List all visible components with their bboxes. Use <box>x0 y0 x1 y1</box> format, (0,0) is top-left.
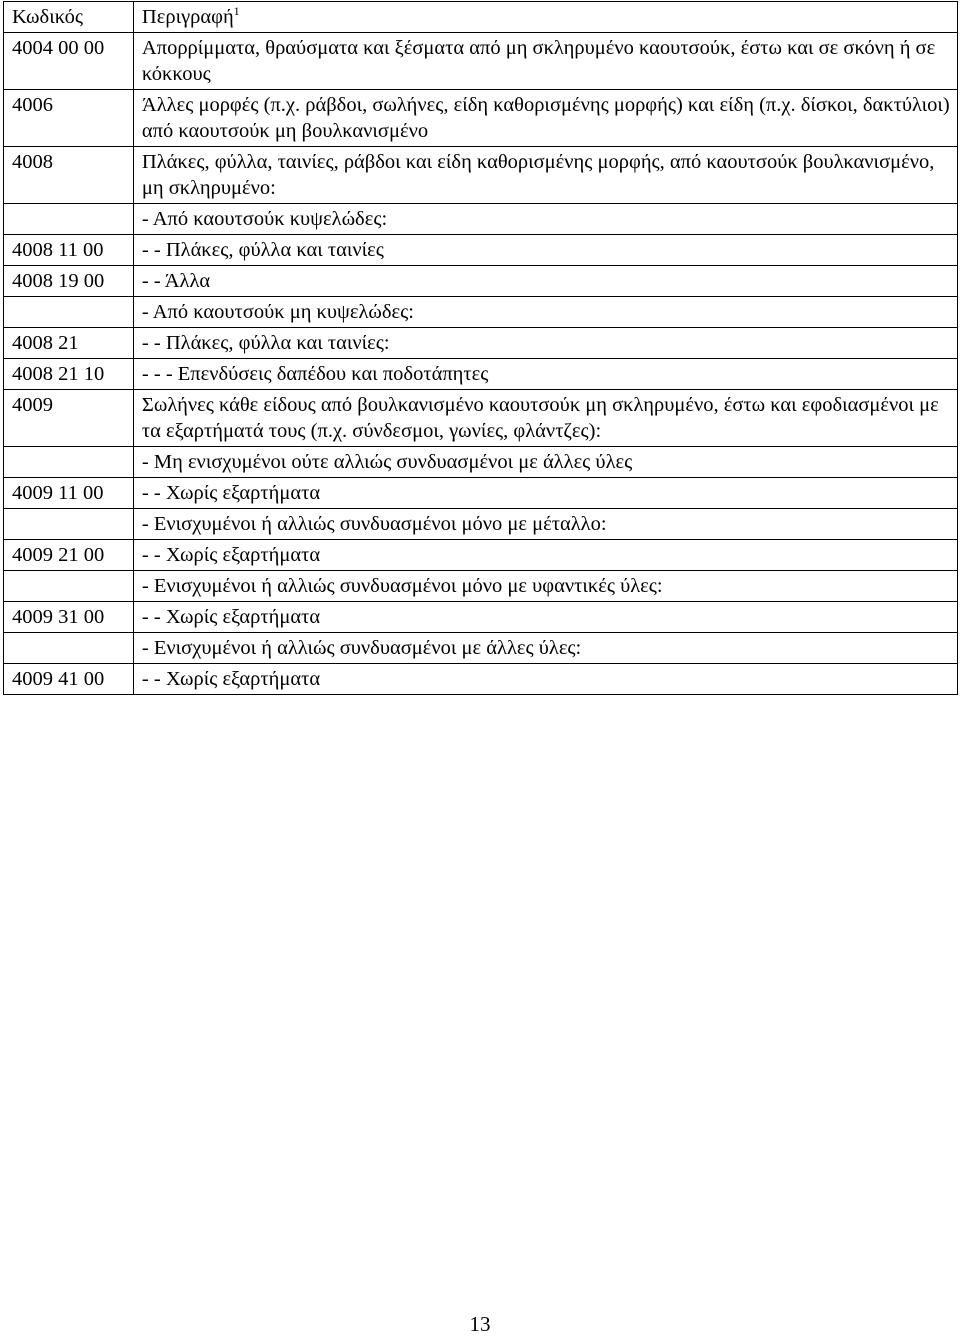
table-row <box>4 478 958 509</box>
cell-description: - - - Επενδύσεις δαπέδου και ποδοτάπητες <box>133 359 957 390</box>
cell-description: - Μη ενισχυμένοι ούτε αλλιώς συνδυασμένοι με άλλες ύλες <box>133 447 957 478</box>
table-row <box>4 147 958 204</box>
footnote-mark: 1 <box>233 4 240 19</box>
cell-description: - - Χωρίς εξαρτήματα <box>133 602 957 633</box>
table-row <box>4 664 958 695</box>
cell-description: - Από καουτσούκ κυψελώδες: <box>133 204 957 235</box>
table-row <box>4 204 958 235</box>
cell-description: - - Πλάκες, φύλλα και ταινίες: <box>133 328 957 359</box>
table-row <box>4 359 958 390</box>
table-row <box>4 33 958 90</box>
cell-description: - Από καουτσούκ μη κυψελώδες: <box>133 297 957 328</box>
header-description <box>133 2 957 33</box>
table-row <box>4 328 958 359</box>
table-row <box>4 235 958 266</box>
tariff-table <box>3 1 958 695</box>
cell-description: - Ενισχυμένοι ή αλλιώς συνδυασμένοι με άλλες ύλες: <box>133 633 957 664</box>
table-row <box>4 447 958 478</box>
cell-code: 4009 <box>4 390 134 447</box>
cell-code: 4009 11 00 <box>4 478 134 509</box>
cell-code: 4008 11 00 <box>4 235 134 266</box>
cell-description: - - Άλλα <box>133 266 957 297</box>
table-row <box>4 633 958 664</box>
cell-description: - - Χωρίς εξαρτήματα <box>133 664 957 695</box>
table-row <box>4 509 958 540</box>
cell-code <box>4 297 134 328</box>
cell-code <box>4 509 134 540</box>
cell-description: - - Χωρίς εξαρτήματα <box>133 540 957 571</box>
table-row <box>4 297 958 328</box>
cell-description: Άλλες μορφές (π.χ. ράβδοι, σωλήνες, είδη καθορισμένης μορφής) και είδη (π.χ. δίσκοι, δακτύλιοι) από καουτσούκ μη βουλκανισμένο <box>133 90 957 147</box>
cell-description: Σωλήνες κάθε είδους από βουλκανισμένο καουτσούκ μη σκληρυμένο, έστω και εφοδιασμένοι με τα εξαρτήματά τους (π.χ. σύνδεσμοι, γωνίες, φλάντζες): <box>133 390 957 447</box>
cell-code: 4006 <box>4 90 134 147</box>
cell-description: Απορρίμματα, θραύσματα και ξέσματα από μη σκληρυμένο καουτσούκ, έστω και σε σκόνη ή σε κόκκους <box>133 33 957 90</box>
table-header-row <box>4 2 958 33</box>
cell-description: - - Πλάκες, φύλλα και ταινίες <box>133 235 957 266</box>
table-row <box>4 266 958 297</box>
cell-code <box>4 447 134 478</box>
page-number: 13 <box>469 1312 491 1336</box>
cell-description: - - Χωρίς εξαρτήματα <box>133 478 957 509</box>
table-row <box>4 602 958 633</box>
cell-description: - Ενισχυμένοι ή αλλιώς συνδυασμένοι μόνο με μέταλλο: <box>133 509 957 540</box>
cell-description: - Ενισχυμένοι ή αλλιώς συνδυασμένοι μόνο με υφαντικές ύλες: <box>133 571 957 602</box>
header-description-label: Περιγραφή <box>141 6 234 28</box>
cell-code: 4008 <box>4 147 134 204</box>
table-row <box>4 571 958 602</box>
cell-code <box>4 633 134 664</box>
table-row <box>4 540 958 571</box>
cell-code: 4009 21 00 <box>4 540 134 571</box>
header-code: Κωδικός <box>4 2 134 33</box>
cell-code: 4008 19 00 <box>4 266 134 297</box>
table-row <box>4 390 958 447</box>
cell-code <box>4 571 134 602</box>
cell-code <box>4 204 134 235</box>
cell-code: 4008 21 <box>4 328 134 359</box>
cell-code: 4009 31 00 <box>4 602 134 633</box>
cell-code: 4009 41 00 <box>4 664 134 695</box>
cell-code: 4008 21 10 <box>4 359 134 390</box>
cell-description: Πλάκες, φύλλα, ταινίες, ράβδοι και είδη καθορισμένης μορφής, από καουτσούκ βουλκανισμένο, μη σκληρυμένο: <box>133 147 957 204</box>
table-row <box>4 90 958 147</box>
cell-code: 4004 00 00 <box>4 33 134 90</box>
